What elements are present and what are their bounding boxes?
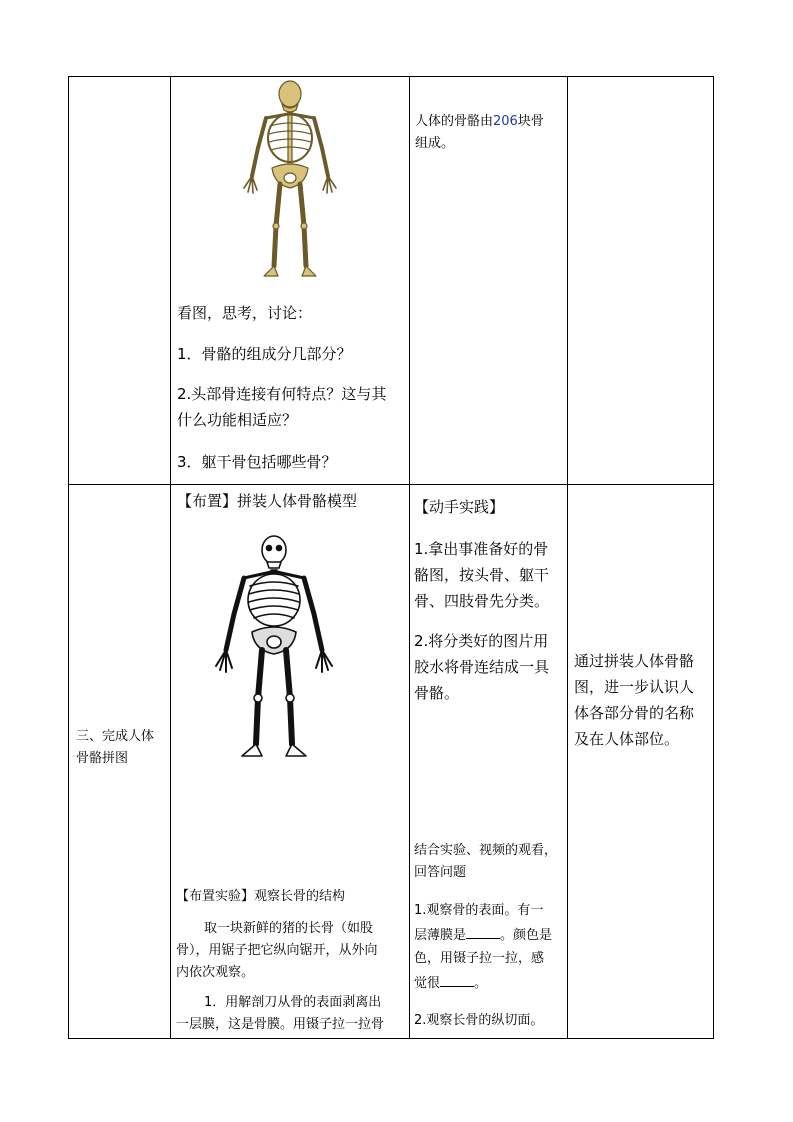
row-divider	[68, 484, 714, 485]
intent-line3: 体各部分骨的名称	[574, 704, 695, 722]
bone-count-number: 206	[493, 114, 518, 129]
table-top-border	[68, 76, 714, 77]
row1-question-2-line1: 2.头部骨连接有何特点？这与其	[177, 385, 387, 403]
column-divider-2	[409, 76, 410, 1039]
row1-question-2-line2: 什么功能相适应？	[177, 411, 298, 429]
practice-item-2-line1: 2.将分类好的图片用	[414, 632, 549, 650]
practice-item-1-line2: 骼图，按头骨、躯干	[414, 566, 550, 584]
bone-count-text-line2: 组成。	[415, 136, 455, 151]
answer-1-line4: 觉很 。	[414, 972, 487, 995]
practice-item-1-line1: 1.拿出事准备好的骨	[414, 540, 549, 558]
task-title: 【布置】拼装人体骨骼模型	[177, 492, 358, 510]
skeleton-bw-image	[204, 534, 344, 766]
experiment-title: 【布置实验】观察长骨的结构	[176, 889, 346, 904]
intent-line2: 图，进一步认识人	[574, 678, 695, 696]
practice-item-2-line2: 胶水将骨连结成一具	[414, 658, 550, 676]
answer-blank-2[interactable]	[440, 972, 474, 987]
experiment-p2-line1: 1．用解剖刀从骨的表面剥离出	[204, 995, 382, 1010]
experiment-p1-line1: 取一块新鲜的猪的长骨（如股	[204, 921, 374, 936]
answer-1-line2: 层薄膜是 。颜色是	[414, 924, 552, 947]
column-divider-1	[170, 76, 171, 1039]
answer-1-line3: 色，用镊子拉一拉，感	[414, 951, 545, 966]
experiment-p1-line3: 内依次观察。	[176, 965, 255, 980]
row1-question-1: 1．骨骼的组成分几部分？	[177, 345, 352, 363]
experiment-p2-line2: 一层膜，这是骨膜。用镊子拉一拉骨	[176, 1017, 385, 1032]
answer-intro-line2: 回答问题	[414, 865, 467, 880]
answer-1-line1: 1.观察骨的表面。有一	[414, 903, 544, 918]
section-title-line1: 三、完成人体	[76, 729, 155, 744]
bone-count-text: 人体的骨骼由206块骨	[415, 114, 544, 129]
answer-intro-line1: 结合实验、视频的观看，	[414, 843, 558, 858]
practice-item-2-line3: 骨骼。	[414, 684, 460, 702]
intent-line1: 通过拼装人体骨骼	[574, 652, 695, 670]
answer-2: 2.观察长骨的纵切面。	[414, 1013, 544, 1028]
row1-question-3: 3．躯干骨包括哪些骨？	[177, 453, 337, 471]
practice-item-1-line3: 骨、四肢骨先分类。	[414, 592, 550, 610]
table-right-border	[713, 76, 714, 1039]
section-title-line2: 骨骼拼图	[76, 751, 129, 766]
experiment-p1-line2: 骨），用锯子把它纵向锯开，从外向	[176, 943, 378, 958]
table-bottom-border	[68, 1038, 714, 1039]
practice-title: 【动手实践】	[414, 498, 505, 516]
intent-line4: 及在人体部位。	[574, 730, 680, 748]
skeleton-color-image	[226, 80, 356, 284]
row1-prompt: 看图，思考，讨论：	[177, 304, 313, 322]
column-divider-3	[567, 76, 568, 1039]
table-left-border	[68, 76, 69, 1039]
answer-blank-1[interactable]	[466, 924, 500, 939]
